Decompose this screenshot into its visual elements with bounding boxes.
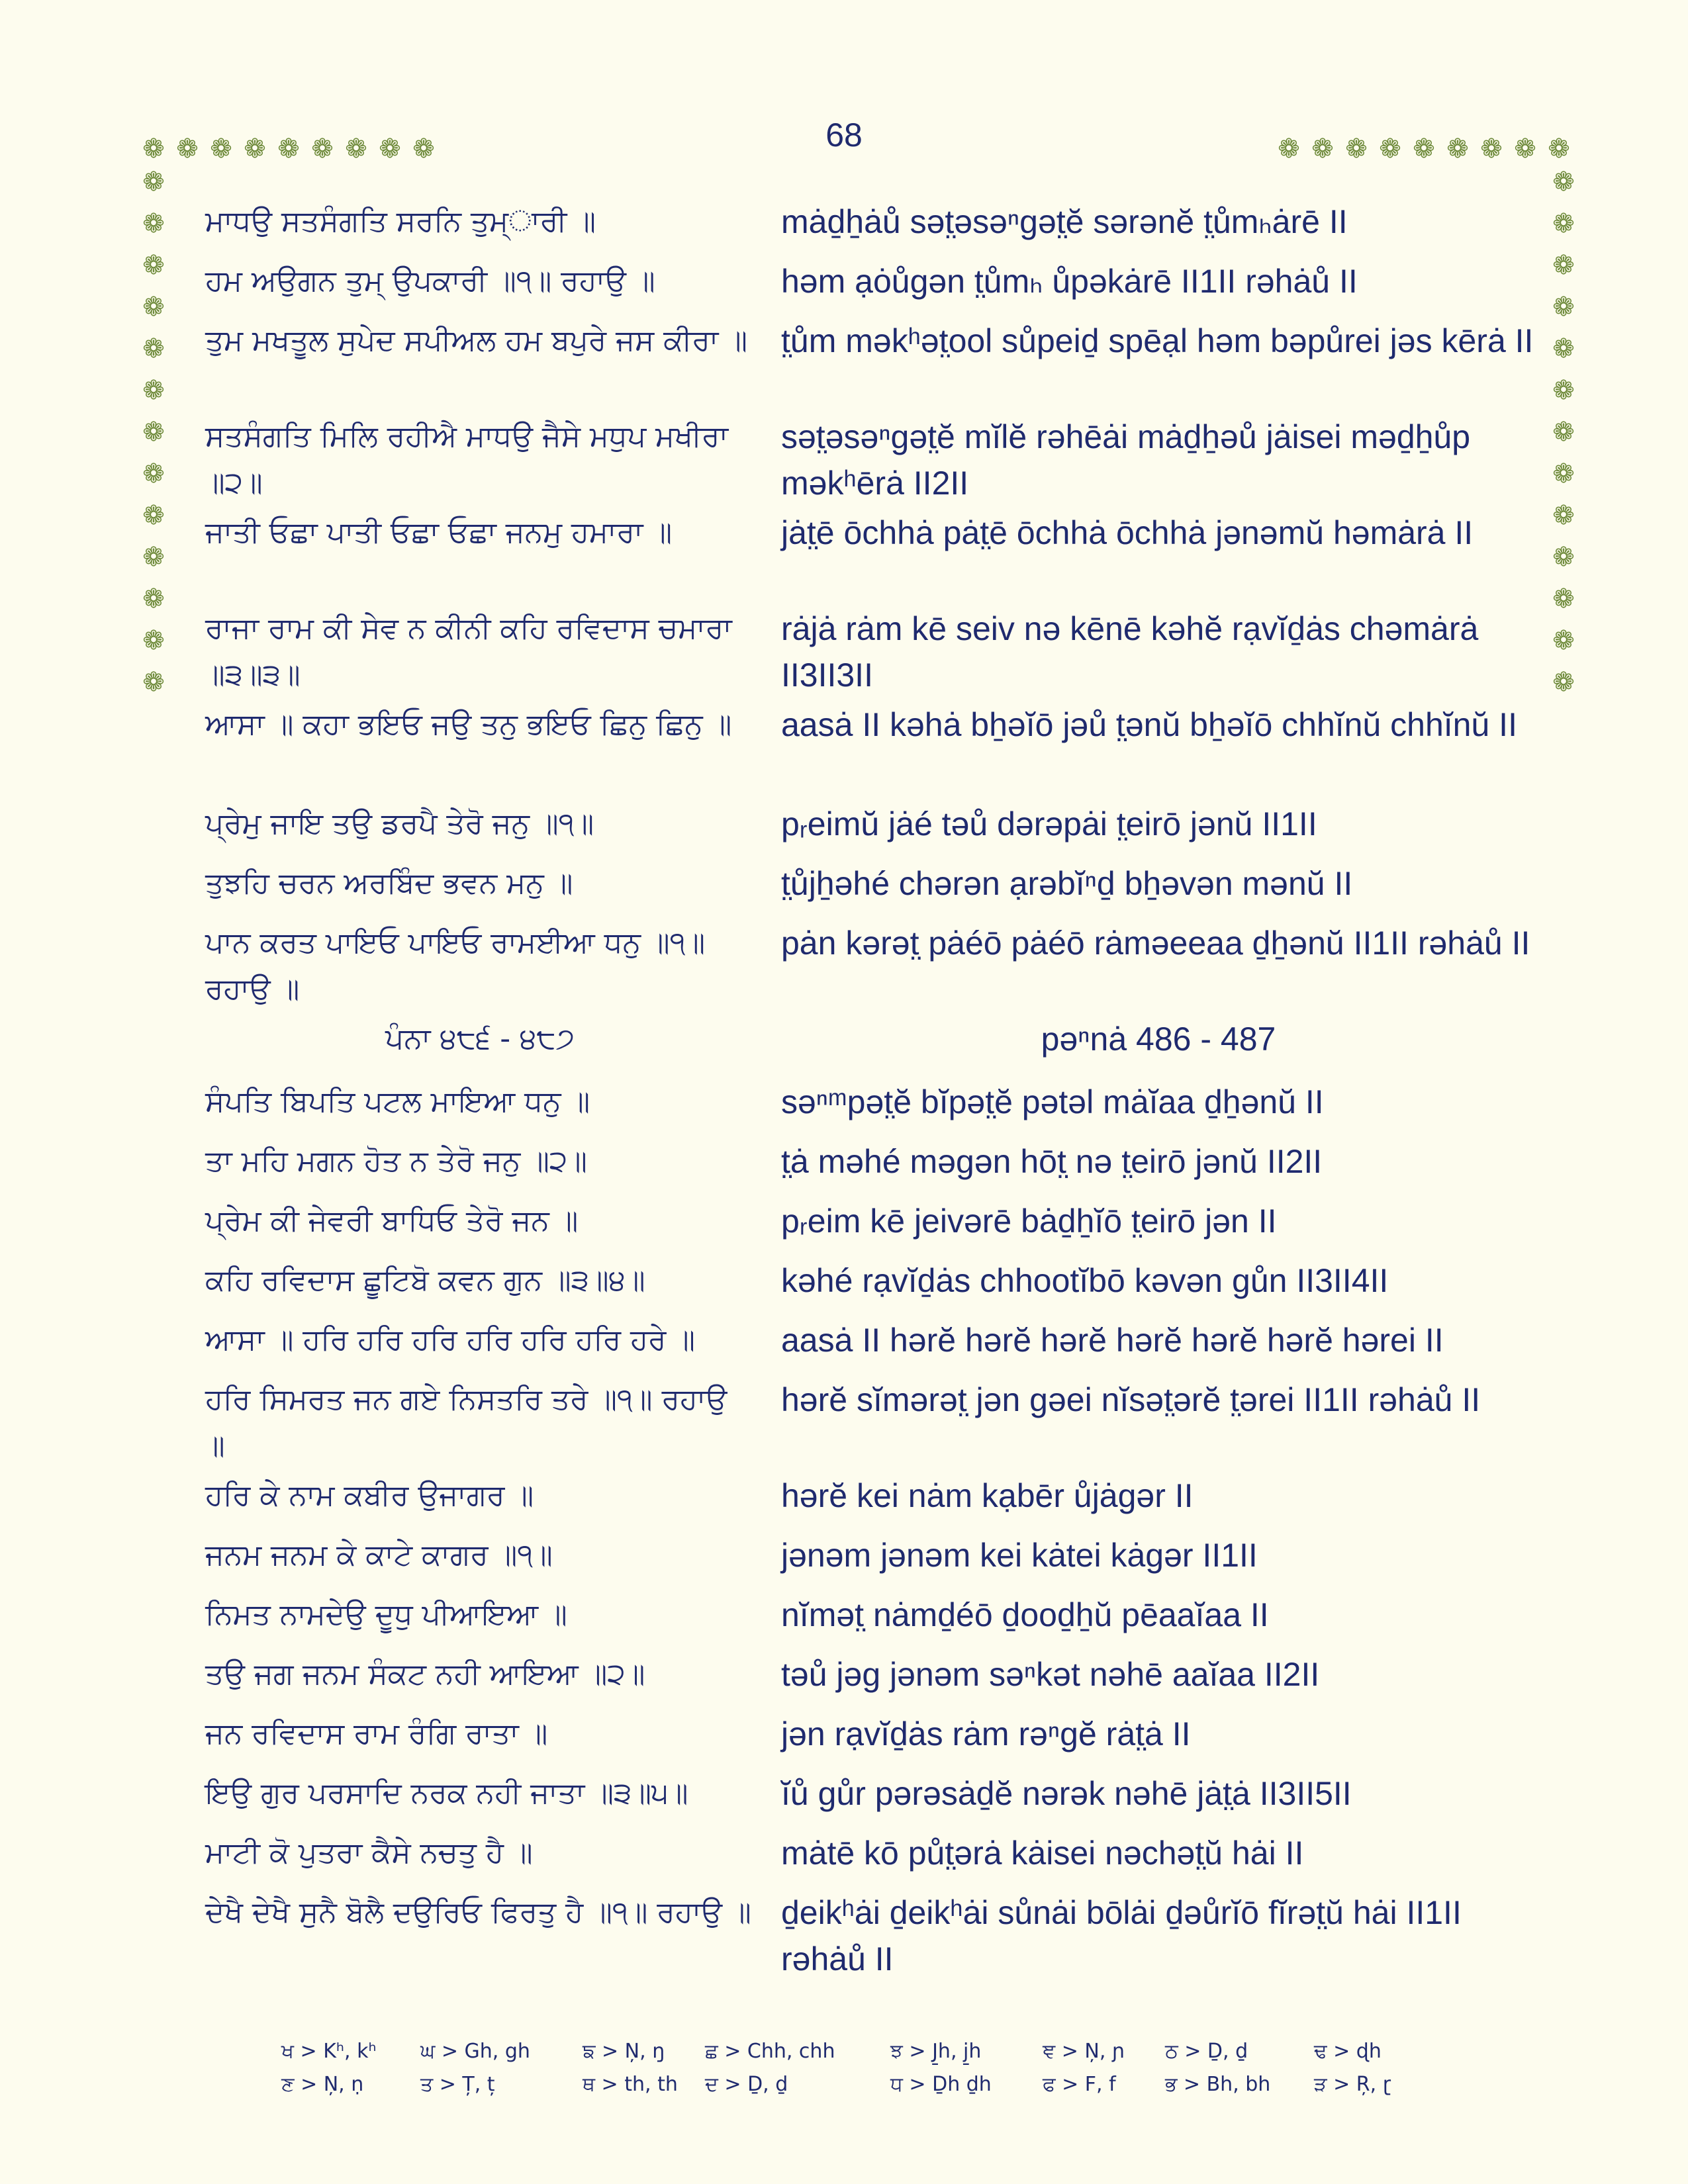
gurmukhi-line: ਕਹਿ ਰਵਿਦਾਸ ਛੂਟਿਬੋ ਕਵਨ ਗੁਨ ॥੩॥੪॥ xyxy=(205,1263,645,1297)
flower-icon: ❁ xyxy=(1552,167,1575,197)
gurmukhi-line: ਸੰਪਤਿ ਬਿਪਤਿ ਪਟਲ ਮਾਇਆ ਧਨੁ ॥ xyxy=(205,1085,590,1118)
gurmukhi-line: ਜਨਮ ਜਨਮ ਕੇ ਕਾਟੇ ਕਾਗਰ ॥੧॥ xyxy=(205,1538,553,1572)
transliteration-line: jən rạvĭḏȧs rȧm rəⁿgĕ rȧt̤ȧ II xyxy=(781,1715,1191,1752)
legend-item: ਧ > Ḏh ḏh xyxy=(890,2073,992,2096)
flower-icon: ❁ xyxy=(1552,625,1575,656)
transliteration-line: mȧḏẖȧů sət̤əsəⁿgət̤ĕ sərənĕ t̤ůmₕȧrē II xyxy=(781,203,1348,240)
legend-item: ਝ > J̱h, j̱h xyxy=(890,2040,982,2063)
flower-icon: ❁ xyxy=(1552,208,1575,239)
transliteration-line: aasȧ II hərĕ hərĕ hərĕ hərĕ hərĕ hərĕ hərei II xyxy=(781,1322,1444,1359)
flower-icon: ❁ xyxy=(1552,584,1575,614)
gurmukhi-line: ਦੇਖੈ ਦੇਖੈ ਸੁਨੈ ਬੋਲੈ ਦਉਰਿਓ ਫਿਰਤੁ ਹੈ ॥੧॥ ਰਹਾਉ ॥ xyxy=(205,1895,751,1929)
legend-item: ੜ > Ŗ, ɽ xyxy=(1314,2073,1391,2096)
transliteration-line: hərĕ sĭmərət̤ jən gəei nĭsət̤ərĕ t̤ərei II1II rəhȧů II xyxy=(781,1381,1481,1418)
transliteration-line: ĭů gůr pərəsȧḏĕ nərək nəhē jȧt̤ȧ II3II5II xyxy=(781,1775,1352,1812)
flower-icon: ❁ xyxy=(1514,134,1536,164)
transliteration-line: nĭmət̤ nȧmḏéō ḏooḏẖŭ pēaaĭaa II xyxy=(781,1596,1269,1633)
flower-icon: ❁ xyxy=(210,134,232,164)
legend-item: ਦ > Ḏ, ḏ xyxy=(705,2073,788,2096)
flower-icon: ❁ xyxy=(142,134,165,164)
transliteration-line: kəhé rạvĭḏȧs chhootĭbō kəvən gůn II3II4II xyxy=(781,1262,1389,1299)
flower-icon: ❁ xyxy=(1552,417,1575,447)
gurmukhi-line: ਹਮ ਅਉਗਨ ਤੁਮ੍ ਉਪਕਾਰੀ ॥੧॥ ਰਹਾਉ ॥ xyxy=(205,264,655,298)
flower-icon: ❁ xyxy=(1311,134,1334,164)
page-range-transliteration: pəⁿnȧ 486 - 487 xyxy=(1041,1021,1276,1058)
gurmukhi-line: ਆਸਾ ॥ ਕਹਾ ਭਇਓ ਜਉ ਤਨੁ ਭਇਓ ਛਿਨੁ ਛਿਨੁ ॥ xyxy=(205,707,732,741)
flower-icon: ❁ xyxy=(142,542,165,572)
transliteration-line: pȧn kərət̤ pȧéō pȧéō rȧməeeaa ḏẖənŭ II1II rəhȧů II xyxy=(781,925,1530,962)
legend-item: ਞ > Ņ, ɲ xyxy=(1043,2040,1125,2063)
transliteration-line: hərĕ kei nȧm kạbēr ůjȧgər II xyxy=(781,1477,1194,1514)
flower-icon: ❁ xyxy=(1345,134,1368,164)
transliteration-line: t̤ůjẖəhé chərən ạrəbĭⁿḏ bẖəvən mənŭ II xyxy=(781,865,1353,902)
flower-icon: ❁ xyxy=(345,134,367,164)
transliteration-line: jȧt̤ē ōchhȧ pȧt̤ē ōchhȧ ōchhȧ jənəmŭ həmȧrȧ II xyxy=(781,514,1474,551)
legend-item: ਭ > Bh, bh xyxy=(1165,2073,1271,2096)
gurmukhi-line: ਤੁਝਹਿ ਚਰਨ ਅਰਬਿੰਦ ਭਵਨ ਮਨੁ ॥ xyxy=(205,866,573,900)
flower-icon: ❁ xyxy=(1552,375,1575,406)
gurmukhi-line: ਆਸਾ ॥ ਹਰਿ ਹਰਿ ਹਰਿ ਹਰਿ ਹਰਿ ਹਰਿ ਹਰੇ ॥ xyxy=(205,1323,696,1357)
transliteration-line: t̤ům məkʰət̤ool sůpeiḏ spēạl həm bəpůrei jəs kērȧ II xyxy=(781,322,1534,359)
flower-icon: ❁ xyxy=(142,250,165,281)
transliteration-line: təů jəg jənəm səⁿkət nəhē aaĭaa II2II xyxy=(781,1656,1320,1693)
flower-icon: ❁ xyxy=(1548,134,1570,164)
flower-icon: ❁ xyxy=(1552,500,1575,531)
transliteration-line: aasȧ II kəhȧ bẖəĭō jəů t̤ənŭ bẖəĭō chhĭnŭ chhĭnŭ II xyxy=(781,706,1517,743)
flower-icon: ❁ xyxy=(1379,134,1401,164)
flower-icon: ❁ xyxy=(142,292,165,322)
flower-icon: ❁ xyxy=(1552,334,1575,364)
gurmukhi-line: ਸਤਸੰਗਤਿ ਮਿਲਿ ਰਹੀਐ ਮਾਧਉ ਜੈਸੇ ਮਧੁਪ ਮਖੀਰਾ ॥੨॥ xyxy=(205,420,729,500)
flower-icon: ❁ xyxy=(379,134,401,164)
transliteration-line: sət̤əsəⁿgət̤ĕ mĭlĕ rəhēȧi mȧḏẖəů jȧisei məḏẖůp məkʰērȧ II2II xyxy=(781,418,1471,502)
flower-icon: ❁ xyxy=(277,134,300,164)
gurmukhi-line: ਇਉ ਗੁਰ ਪਰਸਾਦਿ ਨਰਕ ਨਹੀ ਜਾਤਾ ॥੩॥੫॥ xyxy=(205,1776,688,1810)
flower-icon: ❁ xyxy=(1446,134,1469,164)
gurmukhi-line: ਜਾਤੀ ਓਛਾ ਪਾਤੀ ਓਛਾ ਓਛਾ ਜਨਮੁ ਹਮਾਰਾ ॥ xyxy=(205,516,673,549)
gurmukhi-line: ਹਰਿ ਕੇ ਨਾਮ ਕਬੀਰ ਉਜਾਗਰ ॥ xyxy=(205,1479,534,1512)
gurmukhi-line: ਪ੍ਰੇਮੁ ਜਾਇ ਤਉ ਡਰਪੈ ਤੇਰੋ ਜਨੁ ॥੧॥ xyxy=(205,807,594,841)
legend-item: ਖ > Kʰ, kʰ xyxy=(281,2040,377,2063)
transliteration-line: ḏeikʰȧi ḏeikʰȧi sůnȧi bōlȧi ḏəůrĭō fĭrət̤ŭ hȧi II1II rəhȧů II xyxy=(781,1894,1462,1978)
flower-icon: ❁ xyxy=(1552,542,1575,572)
transliteration-line: rȧjȧ rȧm kē seiv nə kēnē kəhĕ rạvĭḏȧs chəmȧrȧ II3II3II xyxy=(781,610,1479,694)
flower-icon: ❁ xyxy=(142,625,165,656)
flower-icon: ❁ xyxy=(1552,667,1575,698)
gurmukhi-line: ਤਾ ਮਹਿ ਮਗਨ ਹੋਤ ਨ ਤੇਰੋ ਜਨੁ ॥੨॥ xyxy=(205,1144,587,1178)
flower-icon: ❁ xyxy=(142,375,165,406)
flower-icon: ❁ xyxy=(142,334,165,364)
flower-icon: ❁ xyxy=(142,208,165,239)
flower-icon: ❁ xyxy=(142,167,165,197)
gurmukhi-line: ਮਾਧਉ ਸਤਸੰਗਤਿ ਸਰਨਿ ਤੁਮ੍ਾਰੀ ॥ xyxy=(205,205,596,238)
gurmukhi-line: ਨਿਮਤ ਨਾਮਦੇਉ ਦੂਧੁ ਪੀਆਇਆ ॥ xyxy=(205,1598,567,1631)
legend-item: ਤ > Ț, ț xyxy=(420,2073,495,2096)
flower-icon: ❁ xyxy=(244,134,266,164)
transliteration-line: t̤ȧ məhé məgən hōt̤ nə t̤eirō jənŭ II2II xyxy=(781,1143,1323,1180)
transliteration-line: pᵣeim kē jeivərē bȧḏẖĭō t̤eirō jən II xyxy=(781,1203,1277,1240)
legend-item: ਠ > Ḏ, ḏ xyxy=(1165,2040,1248,2063)
legend-item: ਘ > Gh, gh xyxy=(420,2040,530,2063)
transliteration-line: mȧtē kō půt̤ərȧ kȧisei nəchət̤ŭ hȧi II xyxy=(781,1835,1304,1872)
flower-icon: ❁ xyxy=(1552,250,1575,281)
flower-icon: ❁ xyxy=(311,134,334,164)
flower-icon: ❁ xyxy=(142,667,165,698)
legend-item: ਫ > F, f xyxy=(1043,2073,1116,2096)
legend-item: ਢ > ɖh xyxy=(1314,2040,1382,2063)
gurmukhi-line: ਮਾਟੀ ਕੋ ਪੁਤਰਾ ਕੈਸੇ ਨਚਤੁ ਹੈ ॥ xyxy=(205,1836,533,1870)
page-range-gurmukhi: ਪੰਨਾ ੪੮੬ - ੪੮੭ xyxy=(385,1022,575,1056)
gurmukhi-line: ਪ੍ਰੇਮ ਕੀ ਜੇਵਰੀ ਬਾਧਿਓ ਤੇਰੋ ਜਨ ॥ xyxy=(205,1204,579,1238)
gurmukhi-line: ਹਰਿ ਸਿਮਰਤ ਜਨ ਗਏ ਨਿਸਤਰਿ ਤਰੇ ॥੧॥ ਰਹਾਉ ॥ xyxy=(205,1383,727,1463)
gurmukhi-line: ਰਾਜਾ ਰਾਮ ਕੀ ਸੇਵ ਨ ਕੀਨੀ ਕਹਿ ਰਵਿਦਾਸ ਚਮਾਰਾ ॥੩॥੩॥ xyxy=(205,612,732,692)
flower-icon: ❁ xyxy=(142,459,165,489)
flower-icon: ❁ xyxy=(1552,292,1575,322)
legend-item: ਛ > Chh, chh xyxy=(705,2040,835,2063)
legend-item: ਣ > Ņ, ṇ xyxy=(281,2073,364,2096)
legend-item: ਙ > Ņ, ŋ xyxy=(583,2040,665,2063)
flower-icon: ❁ xyxy=(1552,459,1575,489)
legend-item: ਥ > th, th xyxy=(583,2073,678,2096)
flower-icon: ❁ xyxy=(412,134,435,164)
flower-icon: ❁ xyxy=(1480,134,1503,164)
flower-icon: ❁ xyxy=(142,500,165,531)
gurmukhi-line: ਜਨ ਰਵਿਦਾਸ ਰਾਮ ਰੰਗਿ ਰਾਤਾ ॥ xyxy=(205,1717,548,1751)
gurmukhi-line: ਤਉ ਜਗ ਜਨਮ ਸੰਕਟ ਨਹੀ ਆਇਆ ॥੨॥ xyxy=(205,1657,645,1691)
gurmukhi-line: ਪਾਨ ਕਰਤ ਪਾਇਓ ਪਾਇਓ ਰਾਮਈਆ ਧਨੁ ॥੧॥ ਰਹਾਉ ॥ xyxy=(205,926,706,1006)
flower-icon: ❁ xyxy=(176,134,199,164)
transliteration-line: səⁿᵐpət̤ĕ bĭpət̤ĕ pətəl mȧĭaa ḏẖənŭ II xyxy=(781,1083,1324,1120)
flower-icon: ❁ xyxy=(1278,134,1300,164)
page-number: 68 xyxy=(825,116,863,154)
transliteration-line: həm ạȯůgən t̤ůmₕ ůpəkȧrē II1II rəhȧů II xyxy=(781,263,1358,300)
transliteration-line: jənəm jənəm kei kȧtei kȧgər II1II xyxy=(781,1537,1258,1574)
flower-icon: ❁ xyxy=(1413,134,1435,164)
gurmukhi-line: ਤੁਮ ਮਖਤੂਲ ਸੁਪੇਦ ਸਪੀਅਲ ਹਮ ਬਪੁਰੇ ਜਸ ਕੀਰਾ ॥ xyxy=(205,324,747,357)
flower-icon: ❁ xyxy=(142,417,165,447)
flower-icon: ❁ xyxy=(142,584,165,614)
transliteration-line: pᵣeimŭ jȧé təů dərəpȧi t̤eirō jənŭ II1II xyxy=(781,805,1317,842)
